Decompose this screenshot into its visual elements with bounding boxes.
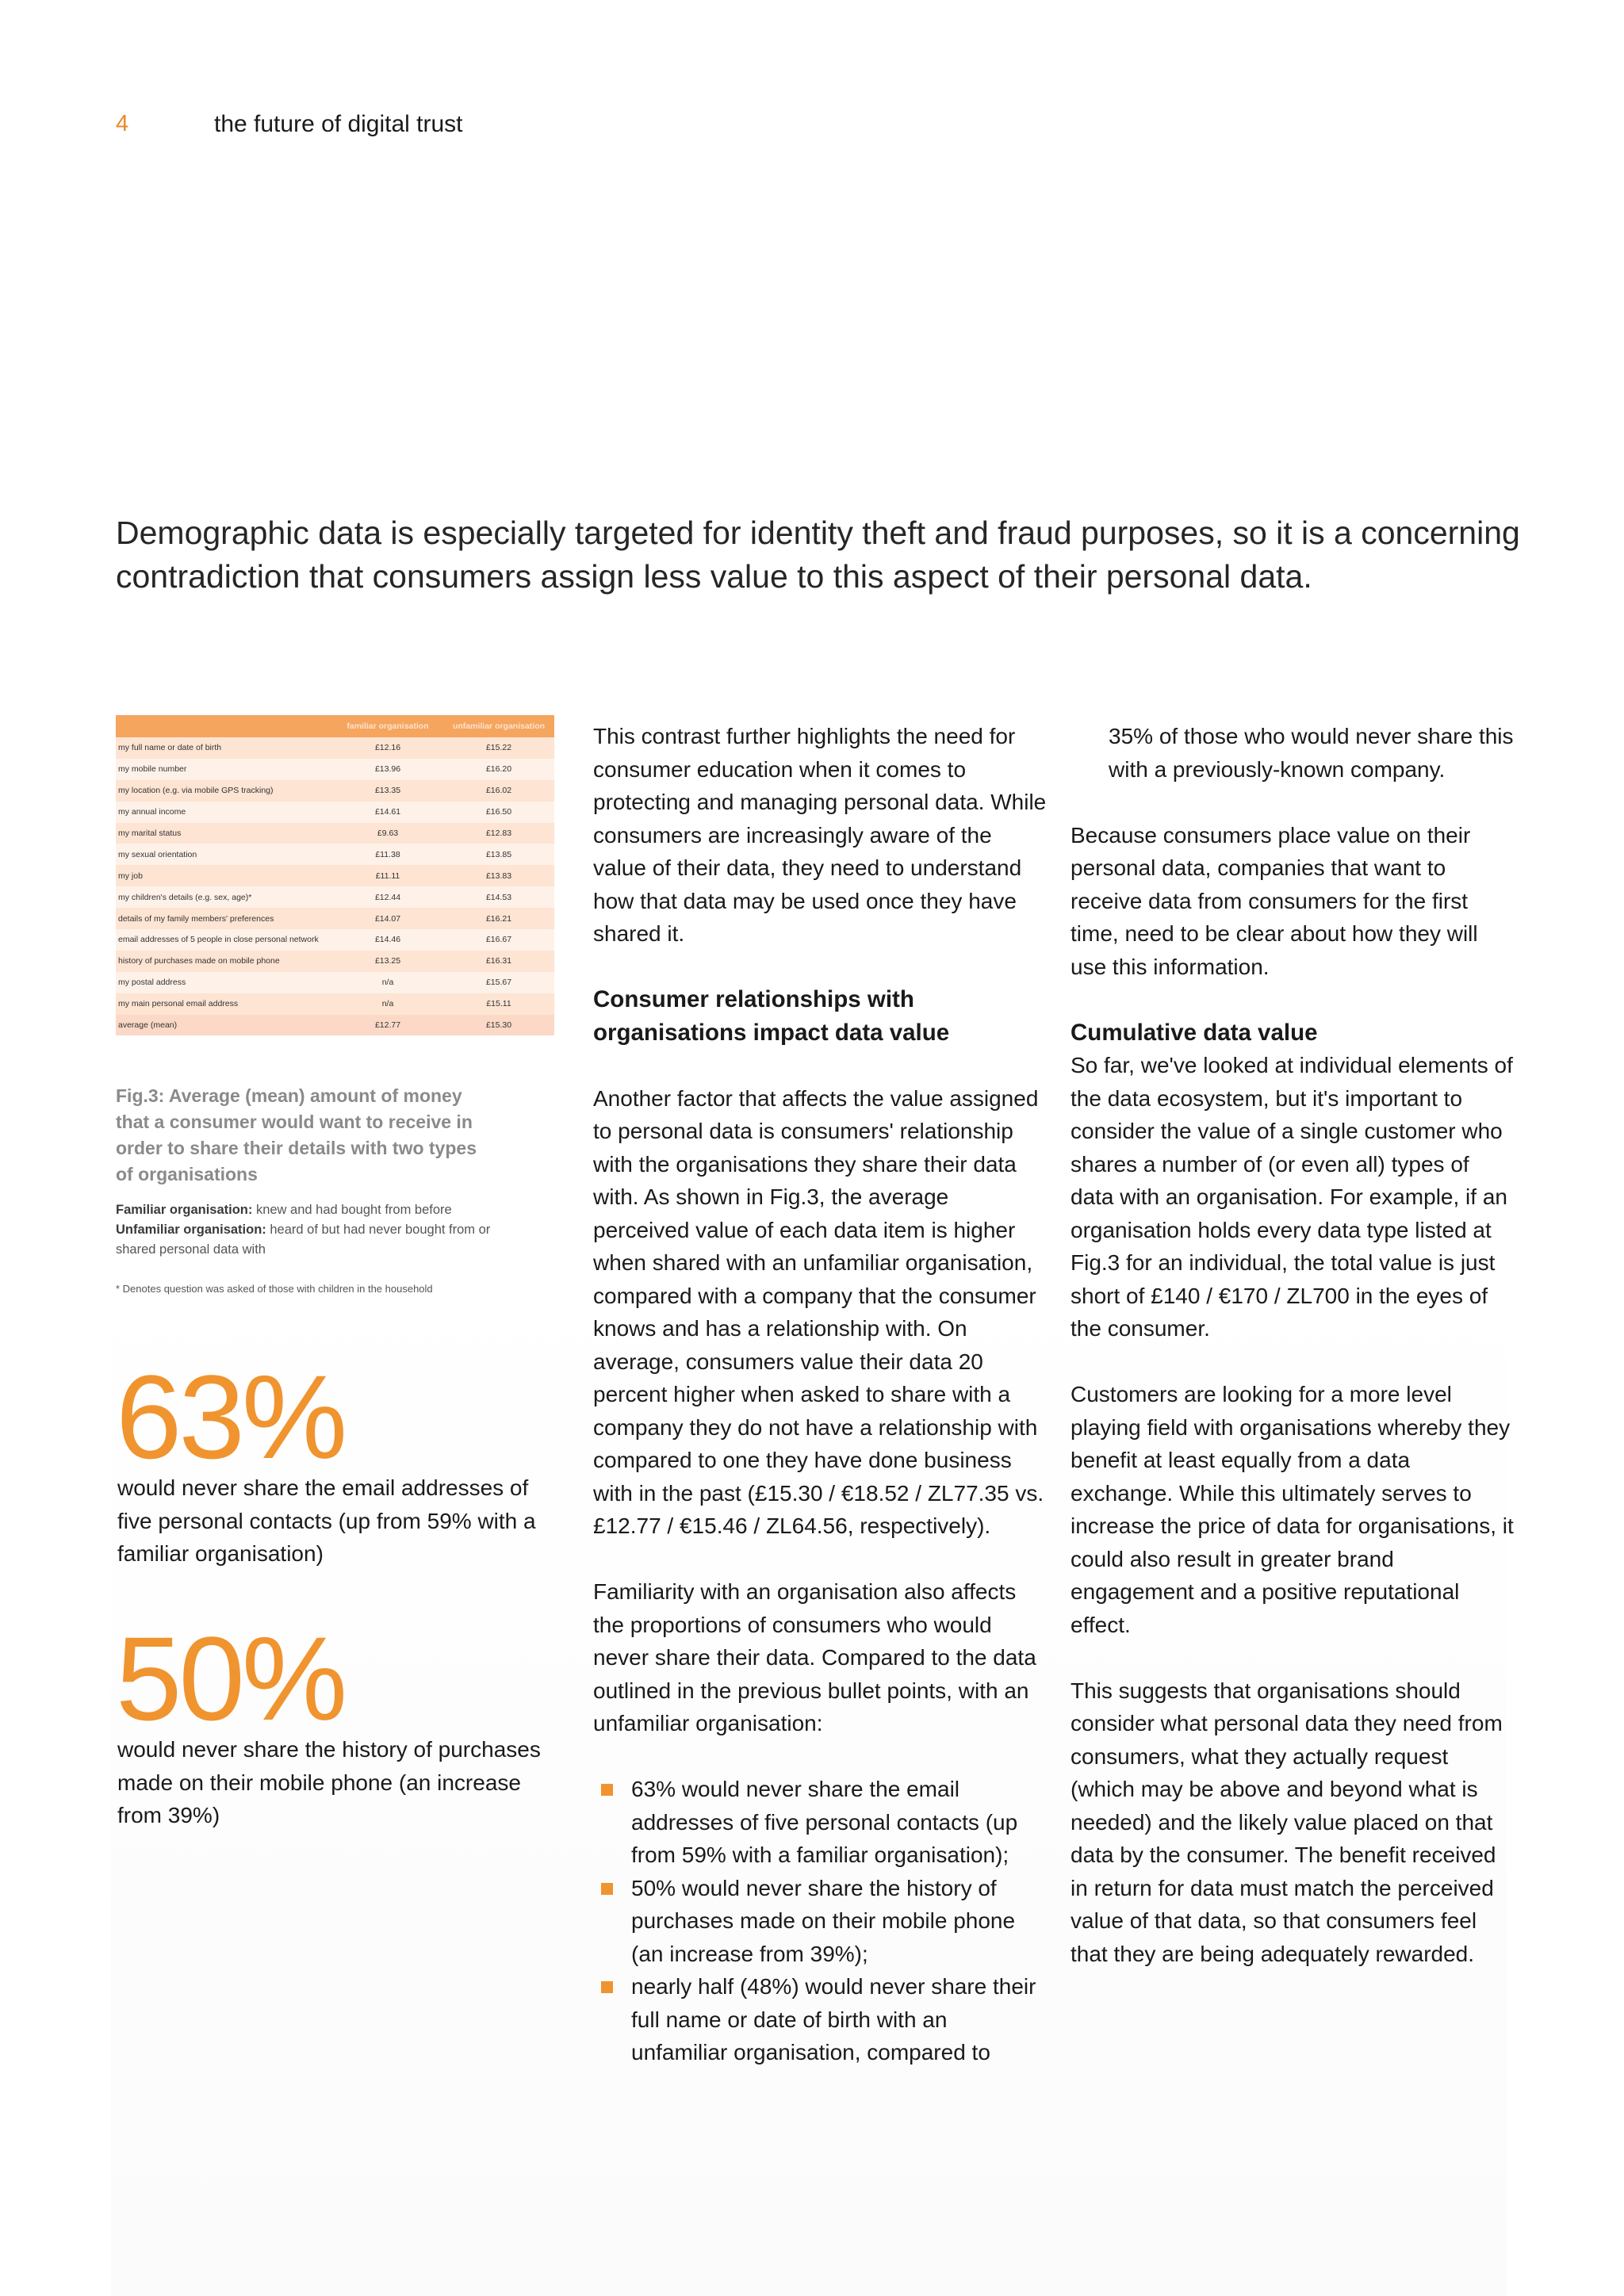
body-paragraph: This suggests that organisations should consider what personal data they need from consumers, what they actually request (which may be above and beyond what is needed) and the likely value placed on that data by the consumer. The benefit received in return for data must match the perceived value of that data, so that consumers feel that they are being adequately rewarded. — [1071, 1678, 1503, 1966]
table-row — [116, 972, 554, 993]
row-label: my sexual orientation — [116, 844, 332, 865]
table-row — [116, 844, 554, 865]
table-row — [116, 759, 554, 780]
familiar-value: £14.61 — [332, 802, 443, 823]
familiar-value: £11.38 — [332, 844, 443, 865]
column-middle — [593, 720, 1049, 2069]
row-label: my annual income — [116, 802, 332, 823]
table-row — [116, 886, 554, 908]
bullet-text: nearly half (48%) would never share their full name or date of birth with an unfamiliar organisation, compared to — [631, 1974, 1036, 2064]
unfamiliar-value: £15.30 — [443, 1015, 554, 1036]
row-label: history of purchases made on mobile phone — [116, 951, 332, 972]
table-row — [116, 993, 554, 1015]
familiar-value: £13.25 — [332, 951, 443, 972]
bullet-square-icon — [601, 1981, 613, 1993]
table-row — [116, 865, 554, 886]
table-row — [116, 908, 554, 929]
unfamiliar-value: £16.67 — [443, 929, 554, 951]
unfamiliar-definition — [116, 1220, 528, 1260]
row-label: my location (e.g. via mobile GPS tracking) — [116, 780, 332, 802]
stat-value: 50% — [116, 1612, 345, 1745]
figure-footnote: * Denotes question was asked of those with children in the household — [116, 1283, 433, 1295]
table-row — [116, 780, 554, 802]
table-row — [116, 951, 554, 972]
body-paragraph: Customers are looking for a more level playing field with organisations whereby they benefit at least equally from a data exchange. While this ultimately serves to increase the price of data for organisations, it could also result in greater brand engagement and a positive reputational effect. — [1071, 1382, 1514, 1637]
table-header-familiar: familiar organisation — [332, 715, 443, 737]
body-paragraph: Another factor that affects the value assigned to personal data is consumers' relationship with the organisations they share their data with. As shown in Fig.3, the average perceived value of each data item is higher when shared with an unfamiliar organisation, compared with a company that the consumer knows and has a relationship with. On average, consumers value their data 20 percent higher when asked to share with a company they do not have a relationship with compared to one they have done business with in the past (£15.30 / €18.52 / ZL77.35 vs. £12.77 / €15.46 / ZL64.56, respectively). — [593, 1085, 1044, 1538]
section-heading: Consumer relationships with organisations impact data value — [593, 986, 950, 1046]
familiar-value: £11.11 — [332, 865, 443, 886]
stat-value: 63% — [116, 1350, 345, 1483]
unfamiliar-def-text: heard of but had never bought from or shared personal data with — [116, 1223, 491, 1257]
bullet-item — [593, 1773, 1049, 1872]
unfamiliar-value: £13.85 — [443, 844, 554, 865]
unfamiliar-value: £16.21 — [443, 908, 554, 929]
table-header-row — [116, 715, 554, 737]
body-paragraph: Because consumers place value on their personal data, companies that want to receive data from consumers for the first time, need to be clear about how they will use this information. — [1071, 822, 1478, 979]
bullet-text: 63% would never share the email addresses of five personal contacts (up from 59% with a familiar organisation); — [631, 1777, 1018, 1867]
table-row — [116, 737, 554, 759]
familiar-value: £13.96 — [332, 759, 443, 780]
table-row — [116, 929, 554, 951]
row-label: email addresses of 5 people in close personal network — [116, 929, 332, 951]
unfamiliar-value: £14.53 — [443, 886, 554, 908]
unfamiliar-value: £16.02 — [443, 780, 554, 802]
row-label: details of my family members' preferences — [116, 908, 332, 929]
familiar-definition — [116, 1200, 528, 1220]
unfamiliar-value: £16.20 — [443, 759, 554, 780]
table-header-label — [116, 715, 332, 737]
familiar-value: £9.63 — [332, 823, 443, 844]
body-paragraph: Familiarity with an organisation also affects the proportions of consumers who would never share their data. Compared to the data outlined in the previous bullet points, with an unfamiliar organisation: — [593, 1579, 1036, 1735]
table-row — [116, 823, 554, 844]
familiar-value: n/a — [332, 993, 443, 1015]
data-value-table — [116, 715, 554, 1035]
unfamiliar-value: £12.83 — [443, 823, 554, 844]
row-label: my full name or date of birth — [116, 737, 332, 759]
figure-definitions — [116, 1200, 528, 1260]
row-label: my postal address — [116, 972, 332, 993]
familiar-value: n/a — [332, 972, 443, 993]
unfamiliar-value: £15.11 — [443, 993, 554, 1015]
body-paragraph: So far, we've looked at individual elements of the data ecosystem, but it's important to consider the value of a single customer who shares a number of (or even all) types of data with an organisation. For example, if an organisation holds every data type listed at Fig.3 for an individual, the total value is just short of £140 / €170 / ZL700 in the eyes of the consumer. — [1071, 1053, 1513, 1341]
unfamiliar-value: £13.83 — [443, 865, 554, 886]
familiar-value: £14.46 — [332, 929, 443, 951]
row-label: my children's details (e.g. sex, age)* — [116, 886, 332, 908]
row-label: my mobile number — [116, 759, 332, 780]
row-label: my job — [116, 865, 332, 886]
section-heading: Cumulative data value — [1071, 1019, 1318, 1046]
row-label: my main personal email address — [116, 993, 332, 1015]
running-title: the future of digital trust — [214, 111, 463, 137]
lead-paragraph: Demographic data is especially targeted for identity theft and fraud purposes, so it is a concerning contradiction that consumers assign less value to this aspect of their personal data. — [116, 515, 1520, 595]
familiar-value: £14.07 — [332, 908, 443, 929]
bullet-continuation: 35% of those who would never share this with a previously-known company. — [1109, 724, 1514, 782]
bullet-text: 50% would never share the history of purchases made on their mobile phone (an increase from 39%); — [631, 1875, 1016, 1966]
bullet-item — [593, 1872, 1049, 1971]
familiar-def-text: knew and had bought from before — [252, 1203, 452, 1217]
familiar-value: £12.44 — [332, 886, 443, 908]
table-header-unfamiliar: unfamiliar organisation — [443, 715, 554, 737]
row-label: my marital status — [116, 823, 332, 844]
table-row — [116, 802, 554, 823]
familiar-value: £12.16 — [332, 737, 443, 759]
bullet-square-icon — [601, 1883, 613, 1895]
figure-caption: Fig.3: Average (mean) amount of money that a consumer would want to receive in order to share their details with two types of organisations — [116, 1085, 477, 1184]
row-label: average (mean) — [116, 1015, 332, 1036]
unfamiliar-value: £15.22 — [443, 737, 554, 759]
page-number: 4 — [116, 111, 129, 136]
bullet-item — [593, 1970, 1049, 2069]
table-row-average — [116, 1015, 554, 1036]
bullet-list — [593, 1773, 1049, 2069]
unfamiliar-term: Unfamiliar organisation: — [116, 1223, 266, 1237]
familiar-value: £13.35 — [332, 780, 443, 802]
bullet-square-icon — [601, 1784, 613, 1796]
column-right — [1071, 720, 1515, 2003]
familiar-value: £12.77 — [332, 1015, 443, 1036]
unfamiliar-value: £16.31 — [443, 951, 554, 972]
stat-description: would never share the history of purchases made on their mobile phone (an increase from 39%) — [117, 1737, 541, 1827]
familiar-term: Familiar organisation: — [116, 1203, 253, 1217]
body-paragraph: This contrast further highlights the need for consumer education when it comes to protecting and managing personal data. While consumers are increasingly aware of the value of their data, they need to understand how that data may be used once they have shared it. — [593, 724, 1047, 946]
unfamiliar-value: £16.50 — [443, 802, 554, 823]
unfamiliar-value: £15.67 — [443, 972, 554, 993]
stat-description: would never share the email addresses of five personal contacts (up from 59% with a familiar organisation) — [117, 1475, 536, 1566]
